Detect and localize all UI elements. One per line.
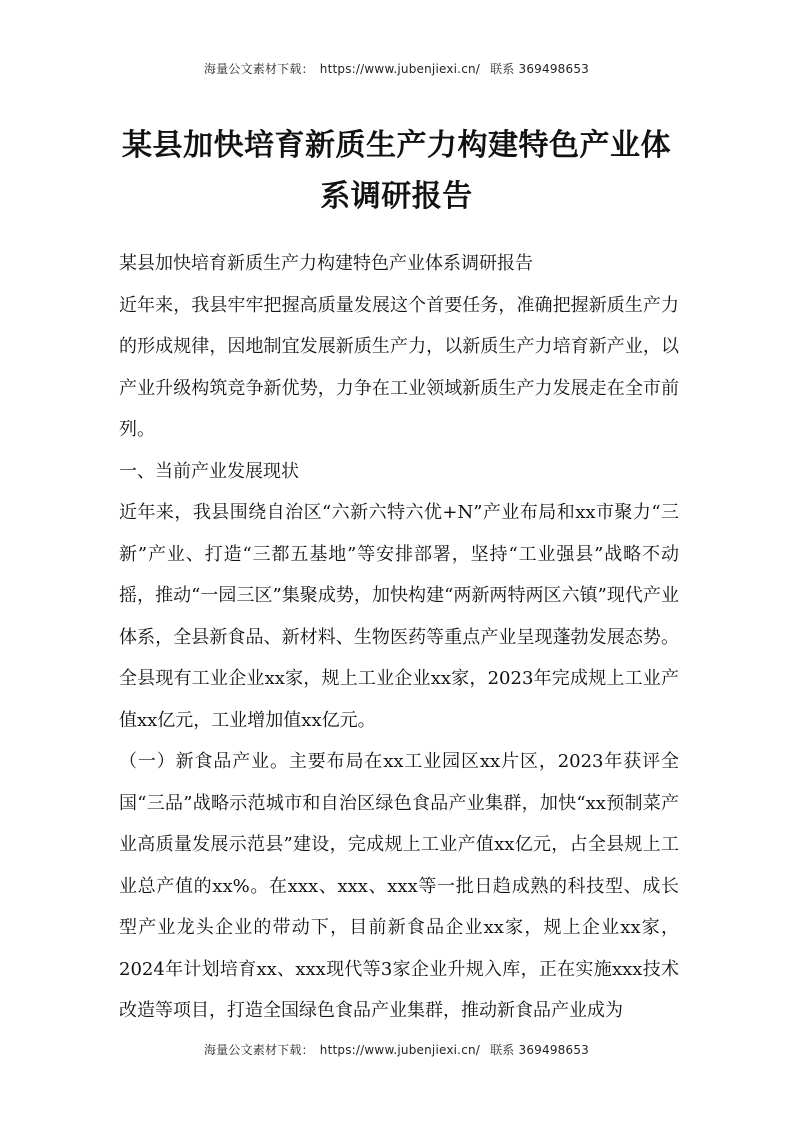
section-heading: 一、当前产业发展现状 [119, 460, 299, 482]
document-body [119, 243, 679, 1032]
header-prefix: 海量公文素材下载： [203, 62, 314, 76]
header-url[interactable]: https://www.jubenjiexi.cn/ [319, 62, 481, 76]
paragraph-subtitle: 某县加快培育新质生产力构建特色产业体系调研报告 [119, 253, 533, 274]
document-title: 某县加快培育新质生产力构建特色产业体系调研报告 [122, 128, 671, 214]
header-contact: 联系 369498653 [490, 62, 590, 76]
paragraph-status: 近年来，我县围绕自治区“六新六特六优+N”产业布局和xx市聚力“三新”产业、打造“三都五基地”等安排部署，坚持“工业强县”战略不动摇，推动“一园三区”集聚成势，加快构建“两新两特两区六镇”现代产业体系，全县新食品、新材料、生物医药等重点产业呈现蓬勃发展态势。全县现有工业企业xx家，规上工业企业xx家，2023年完成规上工业产值xx亿元，工业增加值xx亿元。 [119, 502, 679, 731]
footer-url[interactable]: https://www.jubenjiexi.cn/ [319, 1043, 481, 1057]
page-header [0, 60, 793, 77]
footer-contact: 联系 369498653 [490, 1043, 590, 1057]
paragraph-new-food: （一）新食品产业。主要布局在xx工业园区xx片区，2023年获评全国“三品”战略示范城市和自治区绿色食品产业集群，加快“xx预制菜产业高质量发展示范县”建设，完成规上工业产值xx亿元，占全县规上工业总产值的xx%。在xxx、xxx、xxx等一批日趋成熟的科技型、成长型产业龙头企业的带动下，目前新食品企业xx家，规上企业xx家，2024年计划培育xx、xxx现代等3家企业升规入库，正在实施xxx技术改造等项目，打造全国绿色食品产业集群，推动新食品产业成为 [119, 751, 679, 1021]
footer-prefix: 海量公文素材下载： [203, 1043, 314, 1057]
page-footer [0, 1041, 793, 1058]
paragraph-intro: 近年来，我县牢牢把握高质量发展这个首要任务，准确把握新质生产力的形成规律，因地制宜发展新质生产力，以新质生产力培育新产业，以产业升级构筑竞争新优势，力争在工业领域新质生产力发展走在全市前列。 [119, 294, 679, 440]
